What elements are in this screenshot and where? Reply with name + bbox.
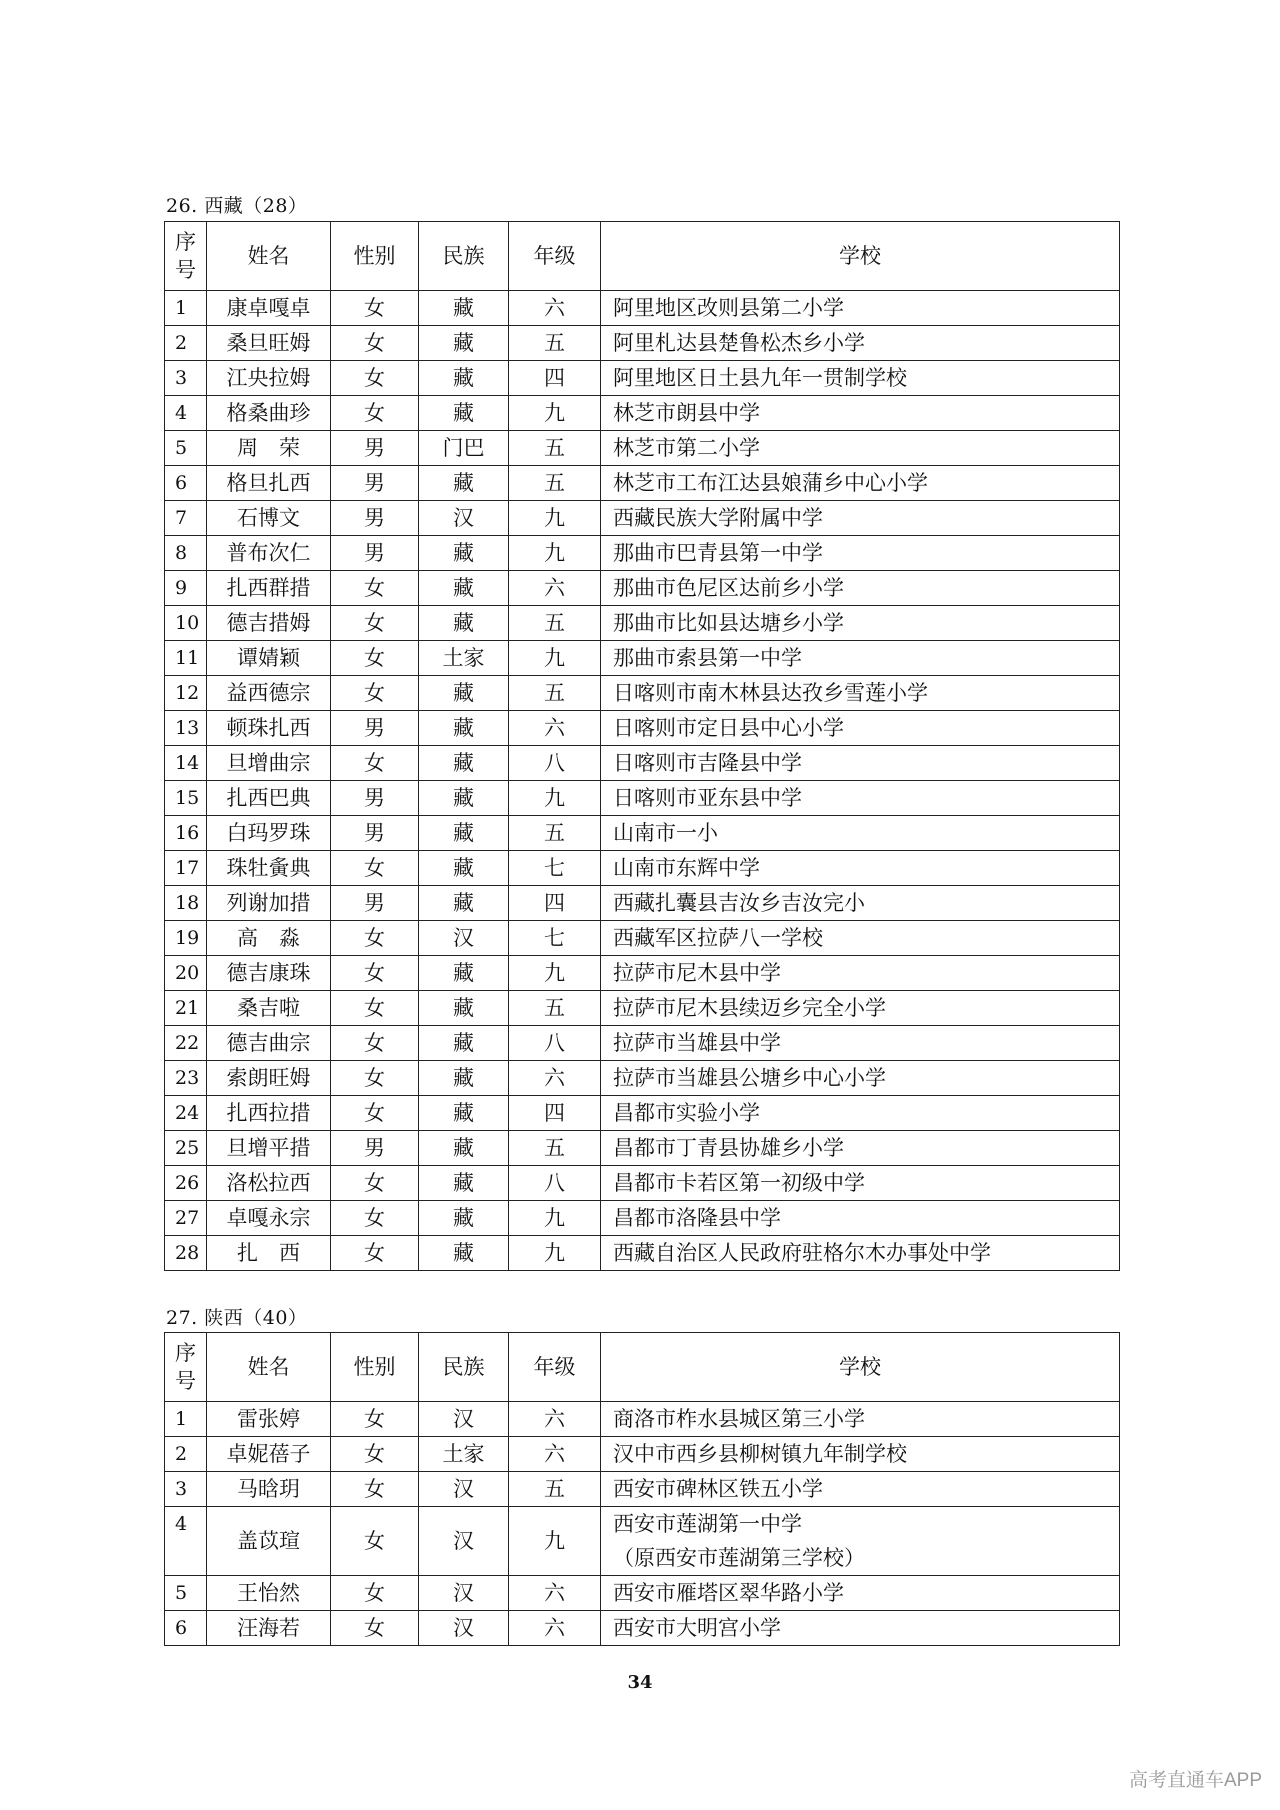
cell-ethnicity: 藏 [419,361,509,396]
cell-ethnicity: 藏 [419,606,509,641]
cell-grade: 七 [509,851,601,886]
cell-gender: 女 [331,676,419,711]
cell-grade: 六 [509,1402,601,1437]
cell-seq: 20 [165,956,207,991]
cell-seq: 18 [165,886,207,921]
cell-name: 德吉曲宗 [207,1026,331,1061]
cell-ethnicity: 藏 [419,1096,509,1131]
cell-gender: 女 [331,1611,419,1646]
cell-name: 顿珠扎西 [207,711,331,746]
header-seq: 序号 [165,222,207,291]
cell-name: 汪海若 [207,1611,331,1646]
cell-name: 卓嘎永宗 [207,1201,331,1236]
table-row [165,781,1120,816]
table-row [165,1096,1120,1131]
cell-gender: 女 [331,1201,419,1236]
cell-gender: 男 [331,536,419,571]
cell-seq: 2 [165,1437,207,1472]
table-row [165,1507,1120,1576]
cell-seq: 19 [165,921,207,956]
table-row [165,1472,1120,1507]
cell-gender: 男 [331,431,419,466]
cell-name: 扎西群措 [207,571,331,606]
cell-name: 扎西拉措 [207,1096,331,1131]
cell-seq: 1 [165,291,207,326]
table-row [165,571,1120,606]
cell-seq: 26 [165,1166,207,1201]
cell-seq: 22 [165,1026,207,1061]
cell-school: 林芝市第二小学 [601,431,1120,466]
cell-ethnicity: 门巴 [419,431,509,466]
cell-name: 扎西巴典 [207,781,331,816]
cell-name: 洛松拉西 [207,1166,331,1201]
table-header-row [165,1333,1120,1402]
cell-grade: 七 [509,921,601,956]
table-row [165,921,1120,956]
table-row [165,1201,1120,1236]
cell-school: 昌都市洛隆县中学 [601,1201,1120,1236]
cell-grade: 六 [509,1061,601,1096]
cell-ethnicity: 汉 [419,1472,509,1507]
page-number: 34 [627,1672,653,1693]
header-school: 学校 [601,1333,1120,1402]
cell-gender: 女 [331,396,419,431]
cell-school: 汉中市西乡县柳树镇九年制学校 [601,1437,1120,1472]
cell-school: 西藏民族大学附属中学 [601,501,1120,536]
table-row [165,1026,1120,1061]
cell-grade: 六 [509,1437,601,1472]
cell-name: 周 荣 [207,431,331,466]
cell-name: 普布次仁 [207,536,331,571]
cell-school: 商洛市柞水县城区第三小学 [601,1402,1120,1437]
cell-grade: 八 [509,1166,601,1201]
cell-grade: 六 [509,711,601,746]
cell-gender: 女 [331,606,419,641]
cell-school: 昌都市卡若区第一初级中学 [601,1166,1120,1201]
cell-seq: 23 [165,1061,207,1096]
cell-grade: 九 [509,1507,601,1576]
cell-grade: 六 [509,1576,601,1611]
table-row [165,1166,1120,1201]
watermark: 高考直通车APP [1128,1770,1262,1791]
table-row [165,956,1120,991]
cell-name: 雷张婷 [207,1402,331,1437]
roster-table-xizang [164,221,1120,1271]
cell-grade: 九 [509,1236,601,1271]
table-row [165,606,1120,641]
header-name: 姓名 [207,1333,331,1402]
cell-school: 西藏自治区人民政府驻格尔木办事处中学 [601,1236,1120,1271]
cell-ethnicity: 藏 [419,1026,509,1061]
cell-seq: 25 [165,1131,207,1166]
table-row [165,1236,1120,1271]
cell-grade: 五 [509,431,601,466]
cell-name: 高 淼 [207,921,331,956]
table-row [165,676,1120,711]
cell-seq: 3 [165,361,207,396]
cell-school: 林芝市朗县中学 [601,396,1120,431]
table-row [165,711,1120,746]
cell-gender: 男 [331,816,419,851]
cell-seq: 12 [165,676,207,711]
cell-name: 旦增平措 [207,1131,331,1166]
cell-name: 王怡然 [207,1576,331,1611]
cell-ethnicity: 土家 [419,641,509,676]
cell-gender: 女 [331,571,419,606]
cell-seq: 1 [165,1402,207,1437]
cell-name: 益西德宗 [207,676,331,711]
cell-ethnicity: 藏 [419,956,509,991]
cell-ethnicity: 汉 [419,1507,509,1576]
header-seq: 序号 [165,1333,207,1402]
cell-grade: 四 [509,886,601,921]
cell-gender: 女 [331,1236,419,1271]
cell-gender: 女 [331,991,419,1026]
cell-school: 阿里札达县楚鲁松杰乡小学 [601,326,1120,361]
cell-seq: 27 [165,1201,207,1236]
cell-name: 卓妮蓓子 [207,1437,331,1472]
cell-grade: 九 [509,956,601,991]
table-row [165,466,1120,501]
school-note: （原西安市莲湖第三学校） [613,1546,865,1570]
header-ethnicity: 民族 [419,222,509,291]
cell-ethnicity: 藏 [419,536,509,571]
cell-ethnicity: 藏 [419,676,509,711]
cell-name: 江央拉姆 [207,361,331,396]
cell-school: 昌都市实验小学 [601,1096,1120,1131]
cell-school: 阿里地区日土县九年一贯制学校 [601,361,1120,396]
header-gender: 性别 [331,1333,419,1402]
table-row [165,1061,1120,1096]
table-row [165,536,1120,571]
cell-seq: 17 [165,851,207,886]
cell-school: 山南市一小 [601,816,1120,851]
cell-seq: 4 [165,396,207,431]
cell-grade: 八 [509,1026,601,1061]
cell-school: 拉萨市当雄县公塘乡中心小学 [601,1061,1120,1096]
cell-name: 石博文 [207,501,331,536]
cell-grade: 六 [509,291,601,326]
cell-school: 西安市碑林区铁五小学 [601,1472,1120,1507]
table-row [165,1611,1120,1646]
cell-ethnicity: 藏 [419,851,509,886]
cell-name: 列谢加措 [207,886,331,921]
cell-ethnicity: 汉 [419,1576,509,1611]
table-row [165,886,1120,921]
cell-school: 林芝市工布江达县娘蒲乡中心小学 [601,466,1120,501]
cell-ethnicity: 汉 [419,921,509,956]
cell-gender: 男 [331,711,419,746]
cell-school: 那曲市比如县达塘乡小学 [601,606,1120,641]
cell-grade: 九 [509,641,601,676]
cell-grade: 四 [509,1096,601,1131]
cell-seq: 4 [165,1507,207,1576]
cell-seq: 5 [165,431,207,466]
cell-name: 扎 西 [207,1236,331,1271]
cell-seq: 28 [165,1236,207,1271]
cell-seq: 3 [165,1472,207,1507]
cell-school [601,1507,1120,1576]
cell-gender: 男 [331,501,419,536]
section-title-xizang: 26. 西藏（28） [166,195,308,217]
cell-grade: 六 [509,1611,601,1646]
cell-ethnicity: 藏 [419,396,509,431]
cell-school: 日喀则市定日县中心小学 [601,711,1120,746]
cell-school: 拉萨市尼木县续迈乡完全小学 [601,991,1120,1026]
cell-ethnicity: 藏 [419,466,509,501]
header-school: 学校 [601,222,1120,291]
cell-school: 拉萨市当雄县中学 [601,1026,1120,1061]
cell-ethnicity: 藏 [419,816,509,851]
cell-name: 格旦扎西 [207,466,331,501]
cell-gender: 女 [331,1061,419,1096]
cell-seq: 7 [165,501,207,536]
table-body [165,291,1120,1271]
table-row [165,431,1120,466]
cell-seq: 24 [165,1096,207,1131]
cell-gender: 女 [331,1437,419,1472]
table-row [165,326,1120,361]
school-name: 西安市莲湖第一中学 [613,1512,802,1536]
cell-name: 旦增曲宗 [207,746,331,781]
table-row [165,1131,1120,1166]
cell-grade: 九 [509,501,601,536]
table-row [165,1437,1120,1472]
cell-seq: 9 [165,571,207,606]
cell-school: 西藏扎囊县吉汝乡吉汝完小 [601,886,1120,921]
table-row [165,291,1120,326]
cell-ethnicity: 汉 [419,501,509,536]
cell-grade: 五 [509,676,601,711]
cell-grade: 六 [509,571,601,606]
cell-school: 拉萨市尼木县中学 [601,956,1120,991]
cell-grade: 五 [509,1472,601,1507]
cell-ethnicity: 土家 [419,1437,509,1472]
cell-ethnicity: 藏 [419,571,509,606]
cell-seq: 21 [165,991,207,1026]
cell-gender: 男 [331,1131,419,1166]
cell-gender: 女 [331,851,419,886]
cell-gender: 女 [331,1096,419,1131]
cell-seq: 10 [165,606,207,641]
cell-name: 盖苡瑄 [207,1507,331,1576]
cell-seq: 14 [165,746,207,781]
header-ethnicity: 民族 [419,1333,509,1402]
cell-name: 白玛罗珠 [207,816,331,851]
table-row [165,396,1120,431]
cell-grade: 五 [509,816,601,851]
cell-grade: 五 [509,466,601,501]
cell-school: 日喀则市吉隆县中学 [601,746,1120,781]
cell-seq: 13 [165,711,207,746]
cell-school: 西安市雁塔区翠华路小学 [601,1576,1120,1611]
cell-gender: 女 [331,746,419,781]
cell-grade: 五 [509,326,601,361]
cell-name: 德吉措姆 [207,606,331,641]
cell-school: 昌都市丁青县协雄乡小学 [601,1131,1120,1166]
cell-gender: 女 [331,1472,419,1507]
roster-table-shaanxi [164,1332,1120,1646]
cell-name: 桑旦旺姆 [207,326,331,361]
cell-gender: 男 [331,781,419,816]
table-row [165,746,1120,781]
cell-grade: 八 [509,746,601,781]
cell-school: 阿里地区改则县第二小学 [601,291,1120,326]
cell-seq: 15 [165,781,207,816]
table-row [165,1576,1120,1611]
cell-grade: 九 [509,396,601,431]
table-row [165,361,1120,396]
cell-gender: 女 [331,291,419,326]
table-row [165,816,1120,851]
cell-name: 谭婧颖 [207,641,331,676]
header-name: 姓名 [207,222,331,291]
cell-gender: 男 [331,886,419,921]
cell-gender: 女 [331,1166,419,1201]
cell-grade: 五 [509,606,601,641]
cell-name: 索朗旺姆 [207,1061,331,1096]
cell-seq: 5 [165,1576,207,1611]
cell-ethnicity: 藏 [419,1201,509,1236]
cell-grade: 五 [509,991,601,1026]
cell-ethnicity: 藏 [419,746,509,781]
cell-name: 格桑曲珍 [207,396,331,431]
table-header-row [165,222,1120,291]
cell-name: 珠牡夤典 [207,851,331,886]
cell-name: 马晗玥 [207,1472,331,1507]
cell-seq: 16 [165,816,207,851]
cell-seq: 8 [165,536,207,571]
cell-gender: 女 [331,1507,419,1576]
cell-ethnicity: 藏 [419,326,509,361]
table-row [165,1402,1120,1437]
table-body [165,1402,1120,1646]
cell-ethnicity: 藏 [419,886,509,921]
cell-ethnicity: 藏 [419,781,509,816]
cell-gender: 女 [331,641,419,676]
cell-ethnicity: 藏 [419,991,509,1026]
cell-name: 康卓嘎卓 [207,291,331,326]
cell-grade: 五 [509,1131,601,1166]
cell-school: 那曲市巴青县第一中学 [601,536,1120,571]
header-grade: 年级 [509,222,601,291]
cell-grade: 四 [509,361,601,396]
cell-ethnicity: 藏 [419,1236,509,1271]
cell-ethnicity: 藏 [419,711,509,746]
cell-school: 西藏军区拉萨八一学校 [601,921,1120,956]
cell-ethnicity: 藏 [419,1061,509,1096]
cell-name: 德吉康珠 [207,956,331,991]
table-row [165,501,1120,536]
table-row [165,641,1120,676]
cell-school: 日喀则市南木林县达孜乡雪莲小学 [601,676,1120,711]
cell-grade: 九 [509,781,601,816]
cell-grade: 九 [509,1201,601,1236]
cell-gender: 女 [331,1402,419,1437]
cell-gender: 女 [331,361,419,396]
cell-seq: 6 [165,1611,207,1646]
cell-gender: 男 [331,466,419,501]
cell-ethnicity: 汉 [419,1611,509,1646]
cell-ethnicity: 藏 [419,291,509,326]
cell-school: 那曲市色尼区达前乡小学 [601,571,1120,606]
cell-seq: 11 [165,641,207,676]
cell-school: 山南市东辉中学 [601,851,1120,886]
section-title-shaanxi: 27. 陕西（40） [166,1307,308,1329]
cell-gender: 女 [331,326,419,361]
cell-school: 西安市大明宫小学 [601,1611,1120,1646]
cell-ethnicity: 藏 [419,1166,509,1201]
cell-ethnicity: 汉 [419,1402,509,1437]
header-grade: 年级 [509,1333,601,1402]
cell-school: 日喀则市亚东县中学 [601,781,1120,816]
cell-grade: 九 [509,536,601,571]
header-gender: 性别 [331,222,419,291]
cell-school: 那曲市索县第一中学 [601,641,1120,676]
cell-name: 桑吉啦 [207,991,331,1026]
table-row [165,991,1120,1026]
cell-gender: 女 [331,956,419,991]
cell-gender: 女 [331,921,419,956]
cell-seq: 6 [165,466,207,501]
cell-gender: 女 [331,1026,419,1061]
table-row [165,851,1120,886]
cell-seq: 2 [165,326,207,361]
cell-ethnicity: 藏 [419,1131,509,1166]
cell-gender: 女 [331,1576,419,1611]
